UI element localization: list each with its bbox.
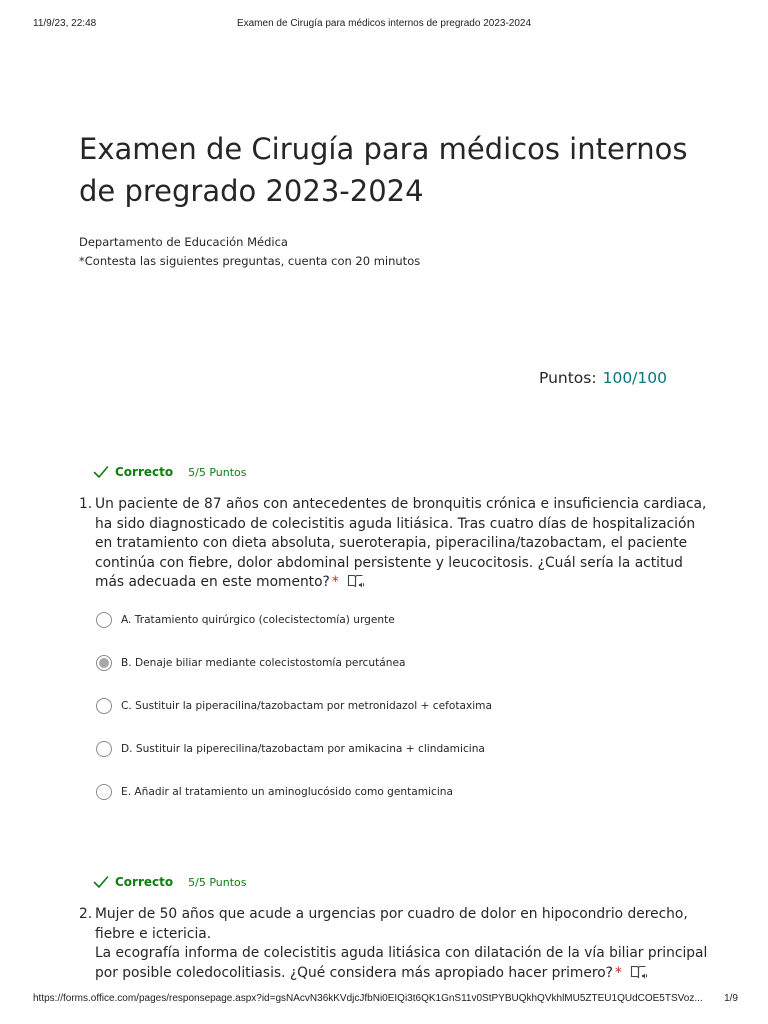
immersive-reader-icon[interactable] [630,964,648,980]
subtitle-line-instructions: *Contesta las siguientes preguntas, cuenta con 20 minutos [79,254,421,268]
answer-option-e[interactable] [96,780,453,804]
answer-option-a[interactable] [96,608,395,632]
print-footer [0,993,768,1009]
required-mark: * [615,964,622,981]
subtitle-line-department: Departamento de Educación Médica [79,235,288,249]
question-number: 2. [79,906,93,922]
form-title: Examen de Cirugía para médicos internos de pregrado 2023-2024 [79,132,688,208]
radio-button-selected[interactable] [96,655,112,671]
question-number: 1. [79,496,93,512]
form-subtitle [79,233,679,271]
score-value: 100/100 [602,369,667,387]
question-text-line: Un paciente de 87 años con antecedentes de bronquitis crónica e insuficiencia cardiaca, ha sido diagnosticado de colecistitis aguda litiásica. Tras cuatro días de hospitalización en tratamiento con dieta absoluta, sueroterapia, piperacilina/tazobactam, el paciente continúa con fiebre, dolor abdominal persistente y leucocitosis. ¿Cuál sería la actitud más adecuada en este momento? [95,496,707,590]
print-title: Examen de Cirugía para médicos internos de pregrado 2023-2024 [236,18,532,29]
option-label: D. Sustituir la piperecilina/tazobactam por amikacina + clindamicina [121,743,485,755]
question-2 [79,905,709,983]
question-text-line: Mujer de 50 años que acude a urgencias por cuadro de dolor en hipocondrio derecho, fiebre e ictericia. [95,906,688,942]
score-label: Puntos: [539,369,597,387]
radio-button[interactable] [96,612,112,628]
status-label: Correcto [115,465,174,479]
page-number: 1/9 [724,993,738,1004]
checkmark-icon [93,875,109,889]
question-text [95,905,709,983]
option-label: C. Sustituir la piperacilina/tazobactam por metronidazol + cefotaxima [121,700,492,712]
checkmark-icon [93,465,109,479]
radio-button[interactable] [96,784,112,800]
option-label: E. Añadir al tratamiento un aminoglucósido como gentamicina [121,786,454,798]
answer-option-c[interactable] [96,694,492,718]
print-datetime: 11/9/23, 22:48 [33,18,97,29]
question-2-status [93,873,246,891]
question-text [95,495,709,593]
question-1 [79,495,709,593]
status-label: Correcto [115,875,174,889]
print-url: https://forms.office.com/pages/responsepage.aspx?id=gsNAcvN36kKVdjcJfbNi0EIQi3t6QK1GnS11v0StPYBUQkhQVkhlMU5ZTEU1QUdCOE5TSVoz... [33,993,703,1004]
score [539,369,667,387]
question-points: 5/5 Puntos [188,875,247,889]
answer-option-d[interactable] [96,737,485,761]
immersive-reader-icon[interactable] [347,573,365,589]
radio-button[interactable] [96,741,112,757]
question-points: 5/5 Puntos [188,465,247,479]
answer-option-b[interactable] [96,651,405,675]
radio-button[interactable] [96,698,112,714]
print-header [0,18,768,34]
option-label: A. Tratamiento quirúrgico (colecistectomía) urgente [121,614,395,626]
question-1-status [93,463,246,481]
required-mark: * [331,574,339,590]
option-label: B. Denaje biliar mediante colecistostomía percutánea [121,657,406,669]
question-text-line: La ecografía informa de colecistitis aguda litiásica con dilatación de la vía biliar principal por posible coledocolitiasis. ¿Qué considera más apropiado hacer primero? [95,945,708,981]
